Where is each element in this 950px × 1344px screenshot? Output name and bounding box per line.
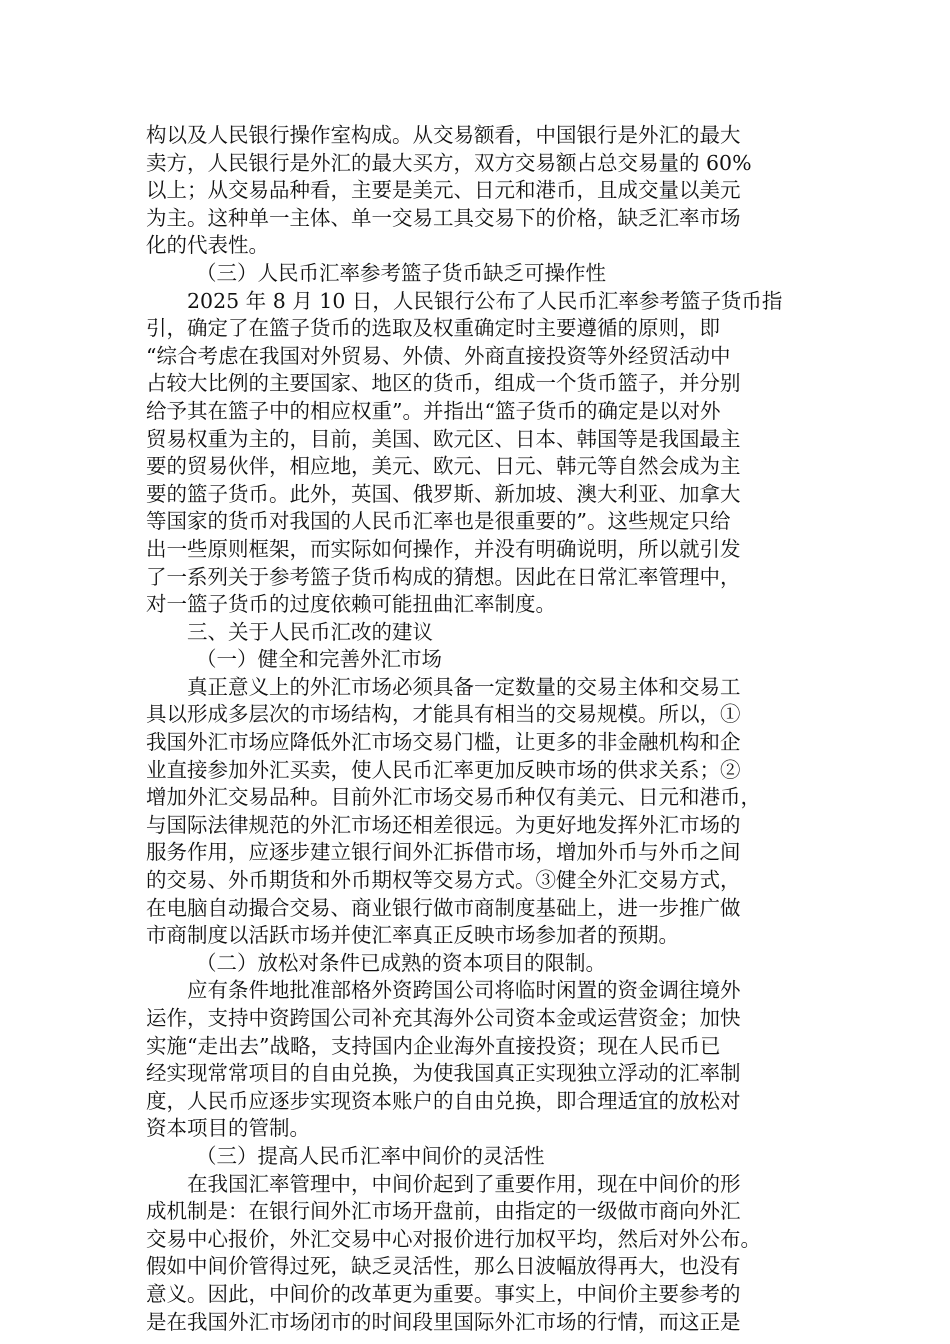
- body-line: 要的贸易伙伴，相应地，美元、欧元、日元、韩元等自然会成为主: [146, 454, 741, 479]
- body-line: 市商制度以活跃市场并使汇率真正反映市场参加者的预期。: [146, 923, 679, 948]
- body-line: 贸易权重为主的，目前，美国、欧元区、日本、韩国等是我国最主: [146, 426, 741, 451]
- body-line: 化的代表性。: [146, 233, 269, 258]
- body-line: 出一些原则框架，而实际如何操作，并没有明确说明，所以就引发: [146, 536, 741, 561]
- body-line: 运作，支持中资跨国公司补充其海外公司资本金或运营资金；加快: [146, 1006, 741, 1030]
- document-body: [146, 122, 808, 1336]
- body-line: 给予其在篮子中的相应权重”。并指出“篮子货币的确定是以对外: [146, 398, 721, 423]
- subsection-heading: （一）健全和完善外汇市场: [196, 647, 442, 672]
- section-heading: 三、关于人民币汇改的建议: [187, 619, 433, 644]
- body-line: 意义。因此，中间价的改革更为重要。事实上，中间价主要参考的: [146, 1281, 741, 1306]
- paragraph-first-line: 真正意义上的外汇市场必须具备一定数量的交易主体和交易工: [187, 674, 741, 699]
- paragraph-first-line: 应有条件地批准部格外资跨国公司将临时闲置的资金调往境外: [187, 978, 741, 1003]
- body-line: 假如中间价管得过死，缺乏灵活性，那么日波幅放得再大，也没有: [146, 1254, 741, 1279]
- body-line: 构以及人民银行操作室构成。从交易额看，中国银行是外汇的最大: [146, 123, 741, 147]
- paragraph-first-line: 2025 年 8 月 10 日，人民银行公布了人民币汇率参考篮子货币指: [187, 288, 783, 313]
- body-line: 成机制是：在银行间外汇市场开盘前，由指定的一级做市商向外汇: [146, 1199, 741, 1224]
- body-line: 等国家的货币对我国的人民币汇率也是很重要的”。这些规定只给: [146, 509, 731, 534]
- body-line: 交易中心报价，外汇交易中心对报价进行加权平均，然后对外公布。: [146, 1226, 761, 1251]
- body-line: 业直接参加外汇买卖，使人民币汇率更加反映市场的供求关系；②: [146, 757, 741, 782]
- body-line: 资本项目的管制。: [146, 1116, 310, 1141]
- body-line: 为主。这种单一主体、单一交易工具交易下的价格，缺乏汇率市场: [146, 205, 741, 230]
- section-heading: （三）人民币汇率参考篮子货币缺乏可操作性: [196, 260, 606, 285]
- body-line: 了一系列关于参考篮子货币构成的猜想。因此在日常汇率管理中，: [146, 564, 741, 589]
- body-line: 在电脑自动撮合交易、商业银行做市商制度基础上，进一步推广做: [146, 895, 741, 920]
- body-line: 引，确定了在篮子货币的选取及权重确定时主要遵循的原则，即: [146, 316, 720, 341]
- subsection-heading: （二）放松对条件已成熟的资本项目的限制。: [196, 950, 606, 975]
- subsection-heading: （三）提高人民币汇率中间价的灵活性: [196, 1143, 545, 1168]
- body-line: 服务作用，应逐步建立银行间外汇拆借市场，增加外币与外币之间: [146, 840, 741, 865]
- body-line: 经实现常常项目的自由兑换，为使我国真正实现独立浮动的汇率制: [146, 1061, 741, 1086]
- body-line: 对一篮子货币的过度依赖可能扭曲汇率制度。: [146, 592, 556, 617]
- body-line: 我国外汇市场应降低外汇市场交易门槛，让更多的非金融机构和企: [146, 730, 741, 755]
- body-line: 具以形成多层次的市场结构，才能具有相当的交易规模。所以，①: [146, 702, 741, 727]
- body-line: 的交易、外币期货和外币期权等交易方式。③健全外汇交易方式，: [146, 868, 741, 893]
- body-line: “综合考虑在我国对外贸易、外债、外商直接投资等外经贸活动中: [146, 343, 731, 368]
- body-line: 占较大比例的主要国家、地区的货币，组成一个货币篮子，并分别: [146, 371, 741, 396]
- body-line: 要的篮子货币。此外，英国、俄罗斯、新加坡、澳大利亚、加拿大: [146, 481, 741, 506]
- paragraph-first-line: 在我国汇率管理中，中间价起到了重要作用，现在中间价的形: [187, 1171, 741, 1196]
- body-line: 增加外汇交易品种。目前外汇市场交易币种仅有美元、日元和港币，: [146, 785, 761, 810]
- body-line: 卖方，人民银行是外汇的最大买方，双方交易额占总交易量的 60%: [146, 150, 752, 175]
- body-line: 度，人民币应逐步实现资本账户的自由兑换，即合理适宜的放松对: [146, 1088, 741, 1113]
- body-line: 实施“走出去”战略，支持国内企业海外直接投资；现在人民币已: [146, 1033, 721, 1058]
- body-line: 是在我国外汇市场闭市的时间段里国际外汇市场的行情，而这正是: [146, 1309, 741, 1334]
- body-line: 以上；从交易品种看，主要是美元、日元和港币，且成交量以美元: [146, 178, 741, 203]
- body-line: 与国际法律规范的外汇市场还相差很远。为更好地发挥外汇市场的: [146, 812, 741, 837]
